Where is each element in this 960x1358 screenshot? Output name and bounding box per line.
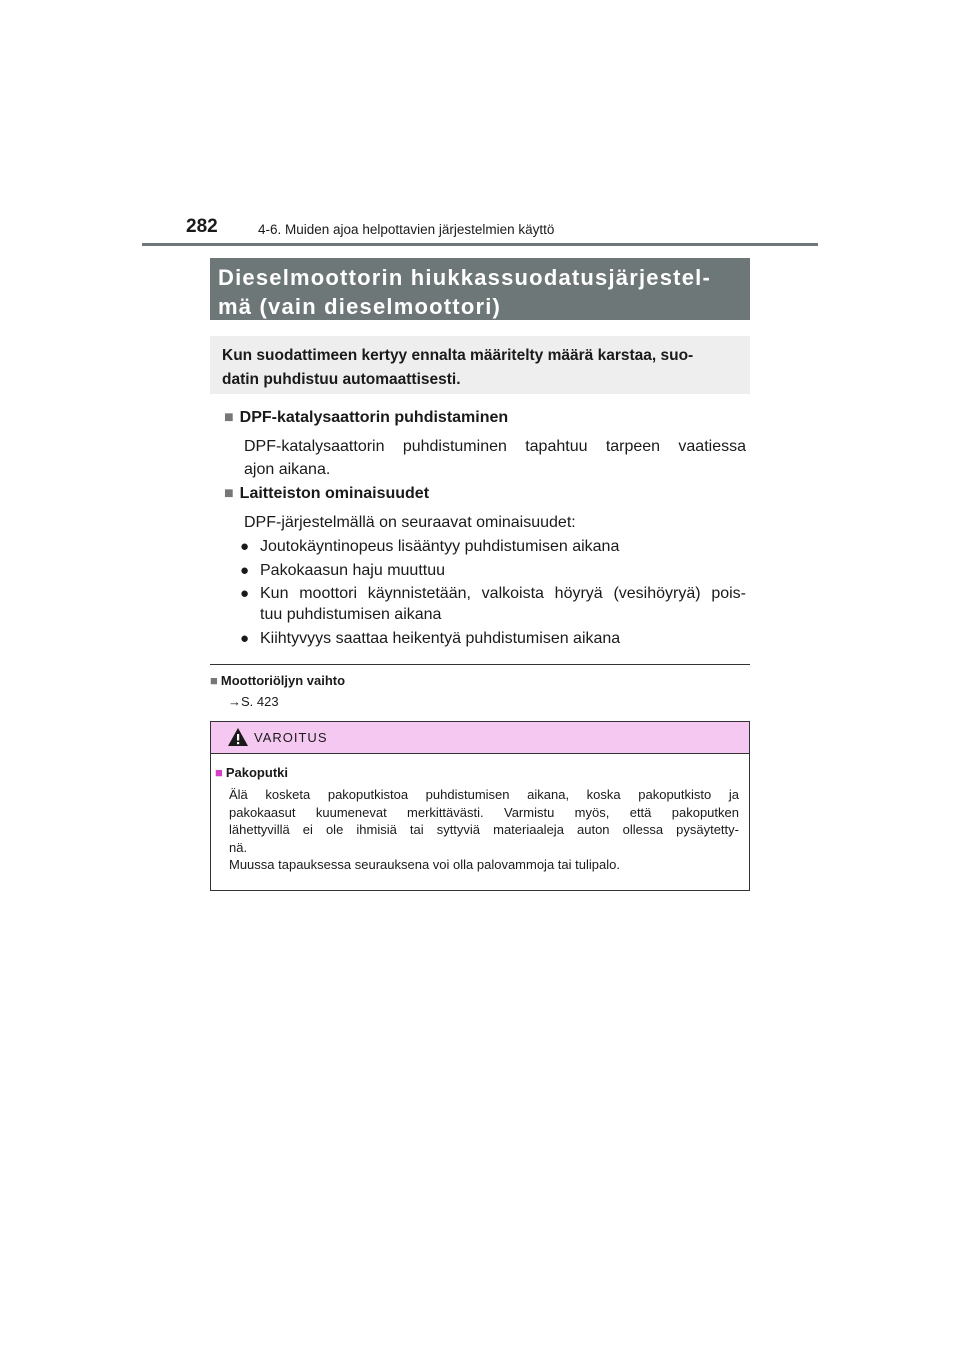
warning-box <box>210 721 750 891</box>
header-rule <box>142 243 818 246</box>
running-head: 4-6. Muiden ajoa helpottavien järjestelmien käyttö <box>258 222 555 237</box>
warning-triangle-icon <box>227 727 249 747</box>
bullet-dot-icon: ● <box>240 585 250 602</box>
warning-item-heading <box>215 765 288 780</box>
page-number: 282 <box>186 216 218 237</box>
warning-text-line: lähettyvillä ei ole ihmisiä tai syttyviä materiaaleja auton ollessa pysäytetty- <box>229 822 739 837</box>
section-heading-dpf-cleaning <box>224 409 748 427</box>
section-heading-text: DPF-katalysaattorin puhdistaminen <box>239 409 509 426</box>
list-item-text: Joutokäyntinopeus lisääntyy puhdistumisen aikana <box>260 538 620 555</box>
square-bullet-icon: ■ <box>215 765 223 780</box>
list-item-text: Kiihtyvyys saattaa heikentyä puhdistumisen aikana <box>260 630 621 647</box>
note-heading <box>210 673 345 688</box>
bullet-dot-icon: ● <box>240 562 250 579</box>
page-reference <box>228 694 279 709</box>
warning-text <box>229 786 739 874</box>
warning-label: VAROITUS <box>254 730 328 745</box>
intro-line-1: Kun suodattimeen kertyy ennalta määritelty määrä karstaa, suo- <box>222 347 694 364</box>
warning-text-line: Muussa tapauksessa seurauksena voi olla palovammoja tai tulipalo. <box>229 857 620 872</box>
square-bullet-icon: ■ <box>224 485 234 502</box>
warning-item-heading-text: Pakoputki <box>225 765 288 780</box>
warning-text-line: nä. <box>229 839 248 855</box>
warning-text-line: pakokaasut kuumenevat merkittävästi. Varmistu myös, että pakoputken <box>229 804 739 820</box>
page-reference-link[interactable]: S. 423 <box>241 694 279 709</box>
arrow-icon: → <box>228 694 241 709</box>
square-bullet-icon: ■ <box>210 673 218 688</box>
bullet-dot-icon: ● <box>240 538 250 555</box>
section-title <box>210 258 750 320</box>
warning-header <box>211 722 749 754</box>
warning-text-line: Älä kosketa pakoputkistoa puhdistumisen aikana, koska pakoputkisto ja <box>229 787 739 802</box>
bullet-dot-icon: ● <box>240 630 250 647</box>
title-line-2: mä (vain dieselmoottori) <box>218 294 502 319</box>
intro-line-2: datin puhdistuu automaattisesti. <box>222 371 461 388</box>
paragraph-line: DPF-järjestelmällä on seuraavat ominaisuudet: <box>244 514 576 531</box>
section-heading-features <box>224 485 748 503</box>
intro-box <box>210 336 750 394</box>
square-bullet-icon: ■ <box>224 409 234 426</box>
list-item-text: Pakokaasun haju muuttuu <box>260 562 446 579</box>
list-item-continuation: tuu puhdistumisen aikana <box>260 606 442 623</box>
title-line-1: Dieselmoottorin hiukkassuodatusjärjestel- <box>218 265 711 290</box>
paragraph-line: ajon aikana. <box>244 461 331 478</box>
paragraph-line: DPF-katalysaattorin puhdistuminen tapahtuu tarpeen vaatiessa <box>244 438 746 455</box>
section-heading-text: Laitteiston ominaisuudet <box>239 485 430 502</box>
note-heading-text: Moottoriöljyn vaihto <box>220 673 346 688</box>
list-item-text: Kun moottori käynnistetään, valkoista höyryä (vesihöyryä) pois- <box>260 585 746 602</box>
section-divider <box>210 664 750 665</box>
